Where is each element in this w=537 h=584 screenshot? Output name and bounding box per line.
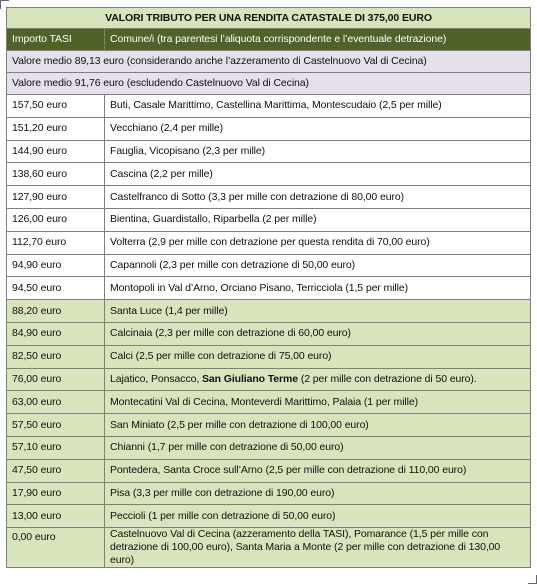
municipality-cell: Castelfranco di Sotto (3,3 per mille con detrazione di 80,00 euro)	[105, 186, 531, 209]
header-row	[7, 29, 531, 51]
amount-cell: 88,20 euro	[7, 300, 105, 323]
municipality-cell: Vecchiano (2,4 per mille)	[105, 117, 531, 140]
table-row	[7, 345, 531, 368]
amount-cell: 157,50 euro	[7, 95, 105, 118]
amount-cell: 82,50 euro	[7, 345, 105, 368]
municipality-cell: Cascina (2,2 per mille)	[105, 163, 531, 186]
municipality-cell: Chianni (1,7 per mille con detrazione di 50,00 euro)	[105, 436, 531, 459]
municipality-text: Lajatico, Ponsacco,	[110, 372, 202, 385]
table-row	[7, 300, 531, 323]
table-row	[7, 277, 531, 300]
amount-cell: 84,90 euro	[7, 322, 105, 345]
amount-cell: 94,50 euro	[7, 277, 105, 300]
municipality-cell: Pisa (3,3 per mille con detrazione di 190,00 euro)	[105, 482, 531, 505]
municipality-cell: Bientina, Guardistallo, Riparbella (2 per mille)	[105, 208, 531, 231]
municipality-cell: Fauglia, Vicopisano (2,3 per mille)	[105, 140, 531, 163]
average-text: Valore medio 91,76 euro (escludendo Castelnuovo Val di Cecina)	[7, 73, 531, 95]
municipality-cell: Castelnuovo Val di Cecina (azzeramento della TASI), Pomarance (1,5 per mille con detrazione di 100,00 euro), Santa Maria a Monte (2 per mille con detrazione di 130,00 euro)	[105, 528, 531, 568]
table-row	[7, 208, 531, 231]
average-row	[7, 73, 531, 95]
municipality-cell: Peccioli (1 per mille con detrazione di 50,00 euro)	[105, 505, 531, 528]
amount-cell: 57,50 euro	[7, 414, 105, 437]
municipality-text: (2 per mille con detrazione di 50 euro).	[298, 372, 477, 385]
municipality-highlight: San Giuliano Terme	[201, 372, 299, 385]
table-row	[7, 254, 531, 277]
tasi-table	[6, 7, 531, 568]
amount-cell: 126,00 euro	[7, 208, 105, 231]
municipality-cell: Calci (2,5 per mille con detrazione di 75,00 euro)	[105, 345, 531, 368]
amount-cell: 76,00 euro	[7, 368, 105, 391]
table-row	[7, 368, 531, 391]
municipality-cell: Calcinaia (2,3 per mille con detrazione di 60,00 euro)	[105, 322, 531, 345]
amount-cell: 63,00 euro	[7, 391, 105, 414]
table-row	[7, 528, 531, 568]
amount-cell: 127,90 euro	[7, 186, 105, 209]
corner-marker-bottom-right	[528, 575, 537, 584]
amount-cell: 57,10 euro	[7, 436, 105, 459]
table-row	[7, 95, 531, 118]
table-row	[7, 186, 531, 209]
header-amount: Importo TASI	[7, 29, 105, 51]
municipality-cell: Capannoli (2,3 per mille con detrazione di 50,00 euro)	[105, 254, 531, 277]
amount-cell: 17,90 euro	[7, 482, 105, 505]
municipality-cell: Montopoli in Val d’Arno, Orciano Pisano, Terricciola (1,5 per mille)	[105, 277, 531, 300]
municipality-cell: Santa Luce (1,4 per mille)	[105, 300, 531, 323]
table-row	[7, 163, 531, 186]
municipality-cell: Montecatini Val di Cecina, Monteverdi Marittimo, Palaia (1 per mille)	[105, 391, 531, 414]
amount-cell: 138,60 euro	[7, 163, 105, 186]
table-row	[7, 482, 531, 505]
amount-cell: 94,90 euro	[7, 254, 105, 277]
header-municipality: Comune/i (tra parentesi l’aliquota corrispondente e l’eventuale detrazione)	[105, 29, 531, 51]
amount-cell: 47,50 euro	[7, 459, 105, 482]
table-row	[7, 231, 531, 254]
municipality-cell	[105, 368, 531, 391]
table-row	[7, 414, 531, 437]
amount-cell: 144,90 euro	[7, 140, 105, 163]
municipality-cell: Volterra (2,9 per mille con detrazione per questa rendita di 70,00 euro)	[105, 231, 531, 254]
amount-cell: 0,00 euro	[7, 528, 105, 568]
average-row	[7, 51, 531, 73]
table-title: VALORI TRIBUTO PER UNA RENDITA CATASTALE DI 375,00 EURO	[7, 8, 531, 29]
table-row	[7, 117, 531, 140]
table-row	[7, 459, 531, 482]
table-title-row	[7, 8, 531, 29]
table-row	[7, 505, 531, 528]
amount-cell: 151,20 euro	[7, 117, 105, 140]
table-row	[7, 391, 531, 414]
amount-cell: 112,70 euro	[7, 231, 105, 254]
municipality-cell: Buti, Casale Marittimo, Castellina Marittima, Montescudaio (2,5 per mille)	[105, 95, 531, 118]
table-row	[7, 322, 531, 345]
table-row	[7, 140, 531, 163]
amount-cell: 13,00 euro	[7, 505, 105, 528]
municipality-cell: Pontedera, Santa Croce sull’Arno (2,5 per mille con detrazione di 110,00 euro)	[105, 459, 531, 482]
average-text: Valore medio 89,13 euro (considerando anche l’azzeramento di Castelnuovo Val di Cecina)	[7, 51, 531, 73]
municipality-cell: San Miniato (2,5 per mille con detrazione di 100,00 euro)	[105, 414, 531, 437]
table-row	[7, 436, 531, 459]
